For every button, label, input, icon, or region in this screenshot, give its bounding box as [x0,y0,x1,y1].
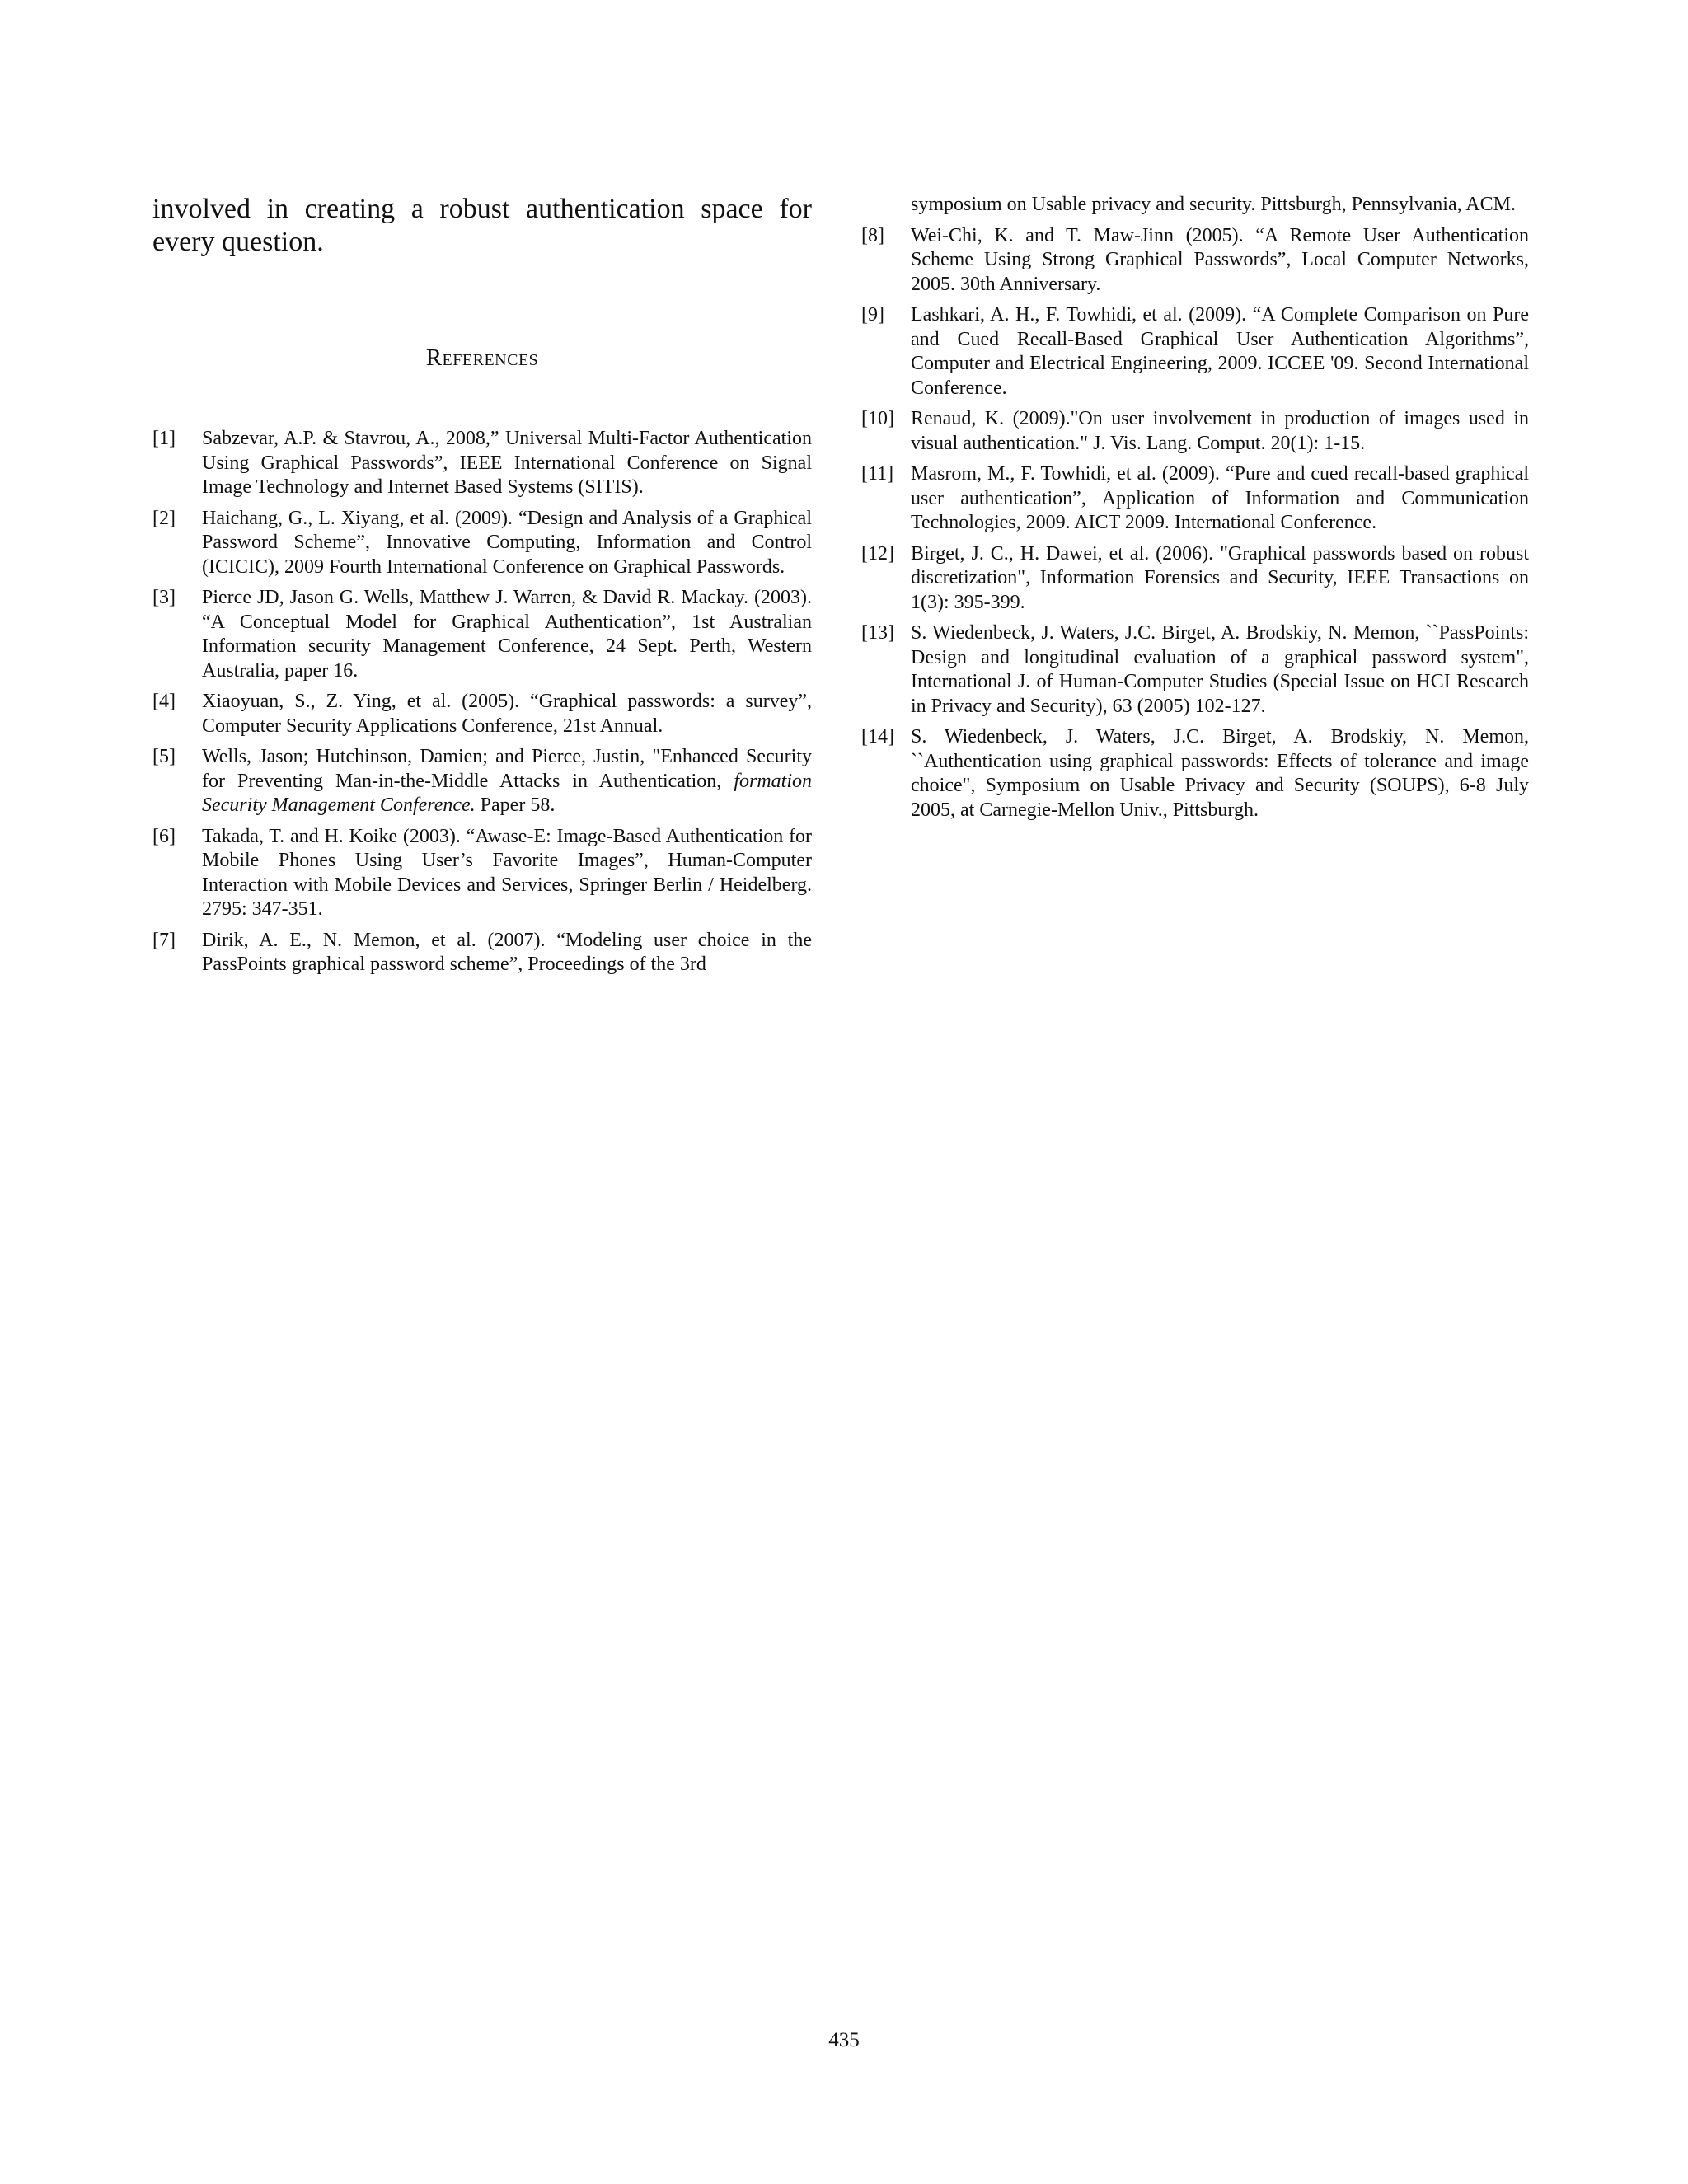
reference-text: Wells, Jason; Hutchinson, Damien; and Pierce, Justin, "Enhanced Security for Preventing Man-in-the-Middle Attacks in Authentication, [202,746,812,792]
reference-number: [5] [152,746,176,767]
reference-text: Wei-Chi, K. and T. Maw-Jinn (2005). “A Remote User Authentication Scheme Using Strong Graphical Passwords”, Local Computer Networks, 2005. 30th Anniversary. [911,224,1529,295]
reference-text: Renaud, K. (2009)."On user involvement in production of images used in visual authentication." J. Vis. Lang. Comput. 20(1): 1-15. [911,408,1529,454]
reference-item [861,462,1529,536]
reference-number: [7] [152,929,176,951]
reference-item [152,586,812,683]
reference-text: Sabzevar, A.P. & Stavrou, A., 2008,” Universal Multi-Factor Authentication Using Graphical Passwords”, IEEE International Conference on Signal Image Technology and Internet Based Systems (SITIS). [202,428,812,498]
reference-number: [2] [152,507,176,529]
reference-continuation: symposium on Usable privacy and security. Pittsburgh, Pennsylvania, ACM. [911,194,1516,215]
reference-item [861,407,1529,456]
reference-item [861,303,1529,401]
reference-item [861,621,1529,719]
reference-item [861,224,1529,298]
reference-text: Takada, T. and H. Koike (2003). “Awase-E: Image-Based Authentication for Mobile Phones Using User’s Favorite Images”, Human-Computer Interaction with Mobile Devices and Services, Springer Berlin / Heidelberg. 2795: 347-351. [202,825,812,920]
reference-item [861,542,1529,616]
reference-number: [8] [861,224,884,246]
page-number: 435 [828,2029,860,2051]
reference-text: Dirik, A. E., N. Memon, et al. (2007). “Modeling user choice in the PassPoints graphical password scheme”, Proceedings of the 3rd [202,929,812,975]
reference-item [152,507,812,580]
reference-item [152,427,812,500]
left-column [152,193,812,984]
reference-text: S. Wiedenbeck, J. Waters, J.C. Birget, A. Brodskiy, N. Memon, ``PassPoints: Design and longitudinal evaluation of a graphical password system", International J. of Human-Computer Studies (Special Issue on HCI Research in Privacy and Security), 63 (2005) 102-127. [911,622,1529,717]
references-heading: References [425,344,539,371]
reference-item [152,745,812,818]
reference-text: Lashkari, A. H., F. Towhidi, et al. (2009). “A Complete Comparison on Pure and Cued Recall-Based Graphical User Authentication Algorithms”, Computer and Electrical Engineering, 2009. ICCEE '09. Second International Conference. [911,304,1529,399]
reference-text: Masrom, M., F. Towhidi, et al. (2009). “Pure and cued recall-based graphical user authentication”, Application of Information and Communication Technologies, 2009. AICT 2009. International Conference. [911,463,1529,533]
reference-text-group [202,745,812,818]
reference-item [152,690,812,738]
reference-number: [4] [152,691,176,712]
reference-text: Birget, J. C., H. Dawei, et al. (2006). "Graphical passwords based on robust discretization", Information Forensics and Security, IEEE Transactions on 1(3): 395-399. [911,542,1529,613]
reference-text: S. Wiedenbeck, J. Waters, J.C. Birget, A. Brodskiy, N. Memon, ``Authentication using graphical passwords: Effects of tolerance and image choice", Symposium on Usable Privacy and Security (SOUPS), 6-8 July 2005, at Carnegie-Mellon Univ., Pittsburgh. [911,726,1529,821]
reference-text: Xiaoyuan, S., Z. Ying, et al. (2005). “Graphical passwords: a survey”, Computer Security Applications Conference, 21st Annual. [202,691,812,737]
reference-list-left [152,427,812,977]
reference-number: [10] [861,408,894,429]
reference-italic-text: formation Security Management Conference. [202,770,812,816]
reference-number: [9] [861,304,884,326]
right-column [861,193,1529,829]
reference-list-right [861,224,1529,823]
reference-number: [13] [861,622,894,644]
intro-paragraph: involved in creating a robust authentication space for every question. [152,194,812,257]
reference-text: Pierce JD, Jason G. Wells, Matthew J. Warren, & David R. Mackay. (2003). “A Conceptual Model for Graphical Authentication”, 1st Australian Information security Management Conference, 24 Sept. Perth, Western Australia, paper 16. [202,587,812,682]
reference-number: [11] [861,463,894,485]
reference-number: [14] [861,726,894,748]
reference-item [152,825,812,922]
reference-item [152,929,812,977]
reference-number: [1] [152,428,176,449]
reference-number: [6] [152,825,176,847]
reference-item [861,725,1529,823]
reference-text-tail: Paper 58. [475,794,556,816]
reference-text: Haichang, G., L. Xiyang, et al. (2009). “Design and Analysis of a Graphical Password Scheme”, Innovative Computing, Information and Control (ICICIC), 2009 Fourth International Conference on Graphical Passwords. [202,507,812,578]
reference-number: [12] [861,542,894,565]
reference-number: [3] [152,587,176,608]
